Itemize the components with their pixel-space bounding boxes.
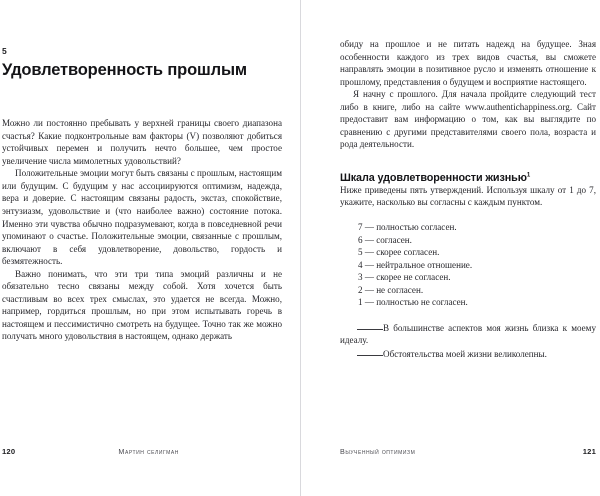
chapter-number: 5 <box>2 46 7 56</box>
section-heading-text: Шкала удовлетворенности жизнью <box>340 171 527 184</box>
section-heading <box>340 172 596 184</box>
left-page-body <box>2 117 282 343</box>
running-head-title: Выученный оптимизм <box>340 447 416 456</box>
list-item: 6 — согласен. <box>358 234 412 245</box>
running-head-author: мартин селигман <box>118 447 179 456</box>
list-item: 5 — скорее согласен. <box>358 247 440 258</box>
statement-row <box>340 348 596 361</box>
right-page-body <box>340 38 596 151</box>
statement-row <box>340 322 596 347</box>
chapter-title: Удовлетворенность прошлым <box>2 61 247 79</box>
page-number: 120 <box>2 447 16 456</box>
paragraph: Я начну с прошлого. Для начала пройдите следующий тест либо в книге, либо на сайте www.authentichappiness.org. Сайт предоставит вам информацию о том, как вы выглядите по сравнению с другими представителями своего пола, возраста и рода деятельности. <box>340 89 596 150</box>
right-page <box>300 0 600 496</box>
list-item: 1 — полностью не согласен. <box>358 297 468 308</box>
rating-scale-list <box>340 221 596 309</box>
list-item: 4 — нейтральное отношение. <box>358 259 473 270</box>
statement-text: Обстоятельства моей жизни великолепны. <box>383 348 547 359</box>
paragraph: Важно понимать, что эти три типа эмоций различны и не обязательно тесно связаны между собой. Хотя хочется быть счастливым во всех трех смыслах, это удается не всегда. Можно, например, гордиться прошлым, но при этом испытывать горечь в настоящем и пессимистично смотреть на будущее. Точно так же можно получать много удовольствия в настоящем, однако держать <box>2 268 282 342</box>
paragraph: Положительные эмоции могут быть связаны с прошлым, настоящим или будущим. С будущим у нас ассоциируются оптимизм, надежда, вера и доверие. С настоящим связаны радость, экстаз, спокойствие, энтузиазм, удовольствие и (что наиболее важно) состояние потока. Именно эти чувства обычно подразумевают, когда в повседневной речи упоминают о счастье. Положительные эмоции, связанные с прошлым, включают в себя удовлетворение, довольство, гордость и безмятежность. <box>2 168 282 267</box>
list-item: 2 — не согласен. <box>358 284 424 295</box>
paragraph: Можно ли постоянно пребывать у верхней границы своего диапазона счастья? Какие подконтрольные вам факторы (V) позволяют добиться устойчивых перемен и получить нечто большее, чем простое увеличение числа мимолетных удовольствий? <box>2 118 282 166</box>
footnote-marker: 1 <box>526 172 531 179</box>
left-page-footer <box>0 447 300 456</box>
right-page-footer <box>300 447 600 456</box>
answer-blank-line[interactable] <box>357 329 383 330</box>
answer-blank-line[interactable] <box>357 355 383 356</box>
questionnaire-statements <box>340 322 596 361</box>
statement-text: В большинстве аспектов моя жизнь близка к моему идеалу. <box>340 322 596 346</box>
section-intro-paragraph: Ниже приведены пять утверждений. Используя шкалу от 1 до 7, укажите, насколько вы согласны с каждым пунктом. <box>340 184 596 208</box>
paragraph: обиду на прошлое и не питать надежд на будущее. Зная особенности каждого из трех видов счастья, вы сможете направлять эмоции в позитивное русло и изменять отношение к прошлому, представления о будущем и восприятие настоящего. <box>340 39 596 87</box>
page-number: 121 <box>582 447 596 456</box>
list-item: 7 — полностью согласен. <box>358 222 457 233</box>
list-item: 3 — скорее не согласен. <box>358 272 451 283</box>
